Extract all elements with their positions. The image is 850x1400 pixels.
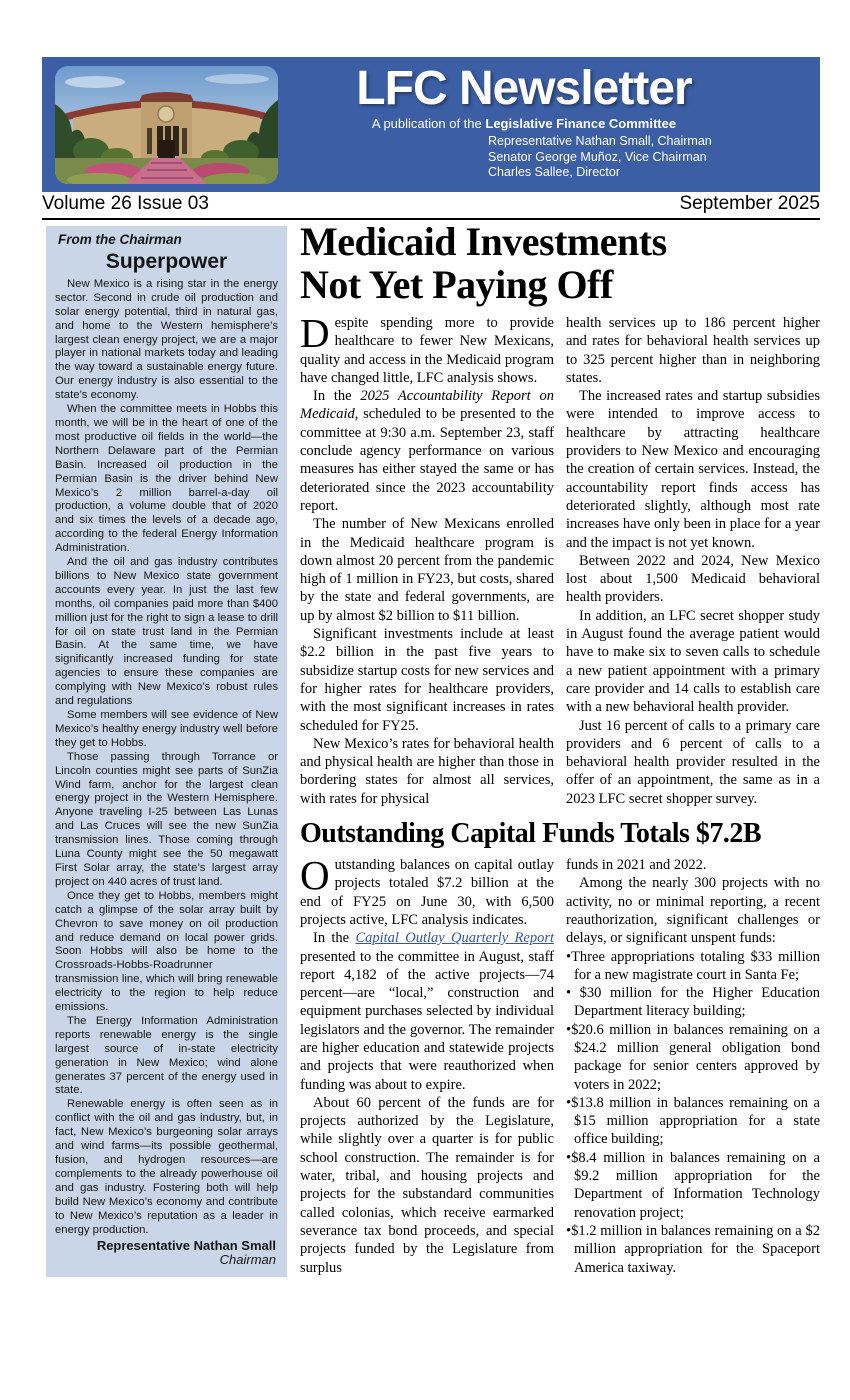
masthead-official: Charles Sallee, Director (488, 165, 620, 179)
paragraph (566, 874, 820, 947)
newsletter-subtitle (278, 116, 770, 131)
issue-date: September 2025 (679, 193, 820, 214)
issue-bar (42, 193, 820, 220)
signature-name: Representative Nathan Small (96, 1238, 276, 1254)
paragraph (55, 556, 278, 709)
chairman-column (46, 226, 287, 1277)
medicaid-column-1 (300, 310, 554, 808)
text-segment: And the oil and gas industry contributes billions to New Mexico state government accounts every year. In just the last few months, oil companies paid more than $400 million just for the right to sign a lease to drill for oil on state trust land in the Permian Basin. At the same time, we have significantly increased funding for state agencies to ensure these companies are complying with New Mexico’s robust rules and regulations (55, 556, 278, 708)
paragraph (55, 278, 278, 403)
paragraph (55, 709, 278, 751)
text-segment: Renewable energy is often seen as in conflict with the oil and gas industry, but, in fact, New Mexico’s burgeoning solar arrays and wind farms—its possible geothermal, fusion, and hydrogen resources—are complements to the already powerhouse oil and gas industry. Fostering both will help build New Mexico’s economy and contribute to New Mexico’s reputation as a leader in energy production. (55, 1098, 278, 1236)
sidebar-body (55, 278, 278, 1238)
capital-article-headline: Outstanding Capital Funds Totals $7.2B (300, 818, 762, 850)
text-segment: •$13.8 million in balances remaining on a $15 million appropriation for a state office building; (566, 1094, 820, 1148)
text-segment: Some members will see evidence of New Mexico’s healthy energy industry well before they get to Hobbs. (55, 709, 278, 749)
text-segment: •Three appropriations totaling $33 million for a new magistrate court in Santa Fe; (566, 948, 820, 983)
main-articles (300, 219, 820, 1277)
capital-outlay-quarterly-report-link[interactable]: Capital Outlay Quarterly Report (355, 930, 555, 947)
capital-article-body (300, 852, 820, 1277)
paragraph (566, 552, 820, 607)
volume-label: Volume 26 Issue 03 (42, 193, 209, 214)
text-segment: 2025 Accountability Report on Medicaid (300, 388, 554, 423)
text-segment: In addition, an LFC secret shopper study in August found the average patient would have to make six to seven calls to schedule a new patient appointment with a primary care provider and 14 calls to establish care with a new behavioral health provider. (566, 607, 820, 716)
paragraph (300, 625, 554, 735)
bullet-item (566, 1021, 820, 1094)
bullet-item (566, 984, 820, 1021)
bullet-item (566, 948, 820, 985)
text-segment: In the (313, 388, 361, 405)
paragraph (55, 1098, 278, 1237)
paragraph (300, 735, 554, 808)
content-area (46, 219, 820, 1277)
capitol-building-image (55, 66, 278, 184)
text-segment: presented to the committee in August, staff report 4,182 of the active projects—74 percent—are “local,” construction and equipment purchases selected by individual legislators and the governor. The remainder are higher education and statewide projects and projects that were reauthorized when funding was about to expire. (300, 948, 554, 1093)
text-segment: • $30 million for the Higher Education Department literacy building; (566, 985, 820, 1020)
newsletter-masthead (42, 57, 820, 192)
capital-column-1 (300, 852, 555, 1277)
headline-line-2: Not Yet Paying Off (300, 262, 613, 307)
text-segment: health services up to 186 percent higher and rates for behavioral health services up to 325 percent higher than in neighboring states. (566, 315, 820, 386)
paragraph (300, 852, 554, 929)
text-segment: Once they get to Hobbs, members might catch a glimpse of the solar array built by Chevron to save money on oil production and reduce demand on local power grids. Soon Hobbs will also be home to the Crossroads-Hobbs-Roadrunner transmission line, which will bring renewable electricity to the region to help reduce emissions. (55, 889, 278, 1014)
sidebar-kicker: From the Chairman (58, 232, 182, 247)
text-segment: utstanding balances on capital outlay projects totaled $7.2 billion at the end of FY25 on June 30, with 6,500 projects active, LFC analysis indicates. (300, 857, 554, 928)
text-segment: The Energy Information Administration reports renewable energy is the single largest source of in-state electricity generation in New Mexico; wind alone generates 37 percent of the energy used in state. (55, 1014, 278, 1097)
paragraph (55, 403, 278, 556)
text-segment: The number of New Mexicans enrolled in the Medicaid healthcare program is down almost 20 percent from the pandemic high of 1 million in FY23, but costs, shared by the state and federal governments, are up by almost $2 billion to $11 billion. (300, 516, 554, 624)
paragraph (300, 1094, 554, 1277)
sidebar-title: Superpower (105, 249, 228, 273)
signature-title: Chairman (219, 1252, 276, 1268)
text-segment: , scheduled to be presented to the committee at 9:30 a.m. September 23, staff conclude agency performance on various measures has either stayed the same or has deteriorated since the 2023 accountability report. (300, 406, 554, 514)
medicaid-column-2 (566, 314, 820, 808)
drop-cap: O (300, 852, 330, 899)
subtitle-prefix: A publication of the (371, 116, 486, 131)
text-segment: The increased rates and startup subsidies were intended to improve access to healthcare by attracting healthcare providers to New Mexico and encouraging the creation of certain services. Instead, the accountability report finds access has deteriorated slightly, although most rate increases have only been in place for a year and the impact is not yet known. (566, 388, 820, 551)
paragraph (566, 387, 820, 552)
medicaid-article-body (300, 310, 820, 808)
bullet-item (566, 1149, 820, 1222)
drop-cap: D (300, 310, 330, 356)
paragraph (300, 310, 554, 387)
masthead-official: Representative Nathan Small, Chairman (488, 134, 712, 148)
text-segment: •$8.4 million in balances remaining on a $9.2 million appropriation for the Department of Information Technology renovation project; (566, 1149, 820, 1221)
paragraph (300, 929, 554, 1094)
text-segment: New Mexico is a rising star in the energy sector. Second in crude oil production and solar energy potential, third in natural gas, and home to the Western hemisphere’s largest clean energy project, we are a major player in national markets today and leading the way toward a sustainable energy future. Our energy industry is also essential to the state’s economy. (55, 277, 278, 402)
text-segment: Just 16 percent of calls to a primary care providers and 6 percent of calls to a behavioral health provider resulted in the offer of an appointment, the same as in a 2023 LFC secret shopper survey. (566, 717, 820, 807)
masthead-officials-list (488, 134, 770, 181)
headline-line-1: Medicaid Investments (300, 219, 667, 264)
bullet-item (566, 1222, 820, 1277)
roundhouse-capitol-painting-icon (55, 66, 278, 184)
newsletter-title: LFC Newsletter (356, 62, 692, 115)
capital-column-2 (566, 856, 820, 1277)
text-segment: Those passing through Torrance or Lincoln counties might see parts of SunZia Wind farm, anchor for the largest clean energy project in the Western Hemisphere. Anyone traveling I-25 between Las Lunas and Las Cruces will see the new SunZia transmission lines. Those coming through Luna County might see the 50 megawatt First Solar array, the state’s largest array project on 440 acres of trust land. (55, 750, 278, 888)
subtitle-committee-name: Legislative Finance Committee (485, 116, 677, 131)
text-segment: funds in 2021 and 2022. (566, 857, 707, 874)
paragraph (55, 751, 278, 890)
text-segment: Significant investments include at least $2.2 billion in the past five years to subsidize startup costs for new services and for higher rates for healthcare providers, with the most significant increases in rates scheduled for FY25. (300, 626, 554, 734)
text-segment: •$1.2 million in balances remaining on a $2 million appropriation for the Spaceport America taxiway. (566, 1222, 820, 1276)
text-segment: In the (313, 930, 356, 947)
paragraph (566, 607, 820, 717)
masthead-official: Senator George Muñoz, Vice Chairman (488, 149, 707, 164)
paragraph (55, 890, 278, 1015)
text-segment: About 60 percent of the funds are for projects authorized by the Legislature, while slightly over a quarter is for public school construction. The remainder is for water, tribal, and housing projects and projects for the substandard communities called colonias, which receive earmarked severance tax bond proceeds, and special projects funded by the Legislature from surplus (300, 1094, 554, 1276)
paragraph (300, 515, 554, 625)
paragraph (566, 314, 820, 387)
text-segment: Among the nearly 300 projects with no activity, no or minimal reporting, a recent reauthorization, significant challenges or delays, or significant unspent funds: (566, 875, 820, 947)
text-segment: •$20.6 million in balances remaining on a $24.2 million general obligation bond package for senior centers approved by voters in 2022; (566, 1021, 820, 1093)
text-segment: espite spending more to provide healthcare to fewer New Mexicans, quality and access in the Medicaid program have changed little, LFC analysis shows. (300, 315, 554, 386)
text-segment: New Mexico’s rates for behavioral health and physical health are higher than those in bordering states for almost all services, with rates for physical (300, 735, 554, 807)
masthead-text-block (278, 57, 820, 192)
text-segment: When the committee meets in Hobbs this month, we will be in the heart of one of the most productive oil fields in the world—the Northern Delaware part of the Permian Basin. Increased oil production in the Permian Basin is the driver behind New Mexico’s 2 million barrel-a-day oil production, a volume double that of 2020 and six times the levels of a decade ago, according to the federal Energy Information Administration. (55, 403, 278, 555)
paragraph (55, 1015, 278, 1098)
paragraph (566, 856, 820, 874)
paragraph (300, 387, 554, 515)
text-segment: Between 2022 and 2024, New Mexico lost about 1,500 Medicaid behavioral health providers. (566, 552, 820, 606)
paragraph (566, 717, 820, 808)
medicaid-article-headline (300, 220, 820, 306)
bullet-item (566, 1094, 820, 1149)
